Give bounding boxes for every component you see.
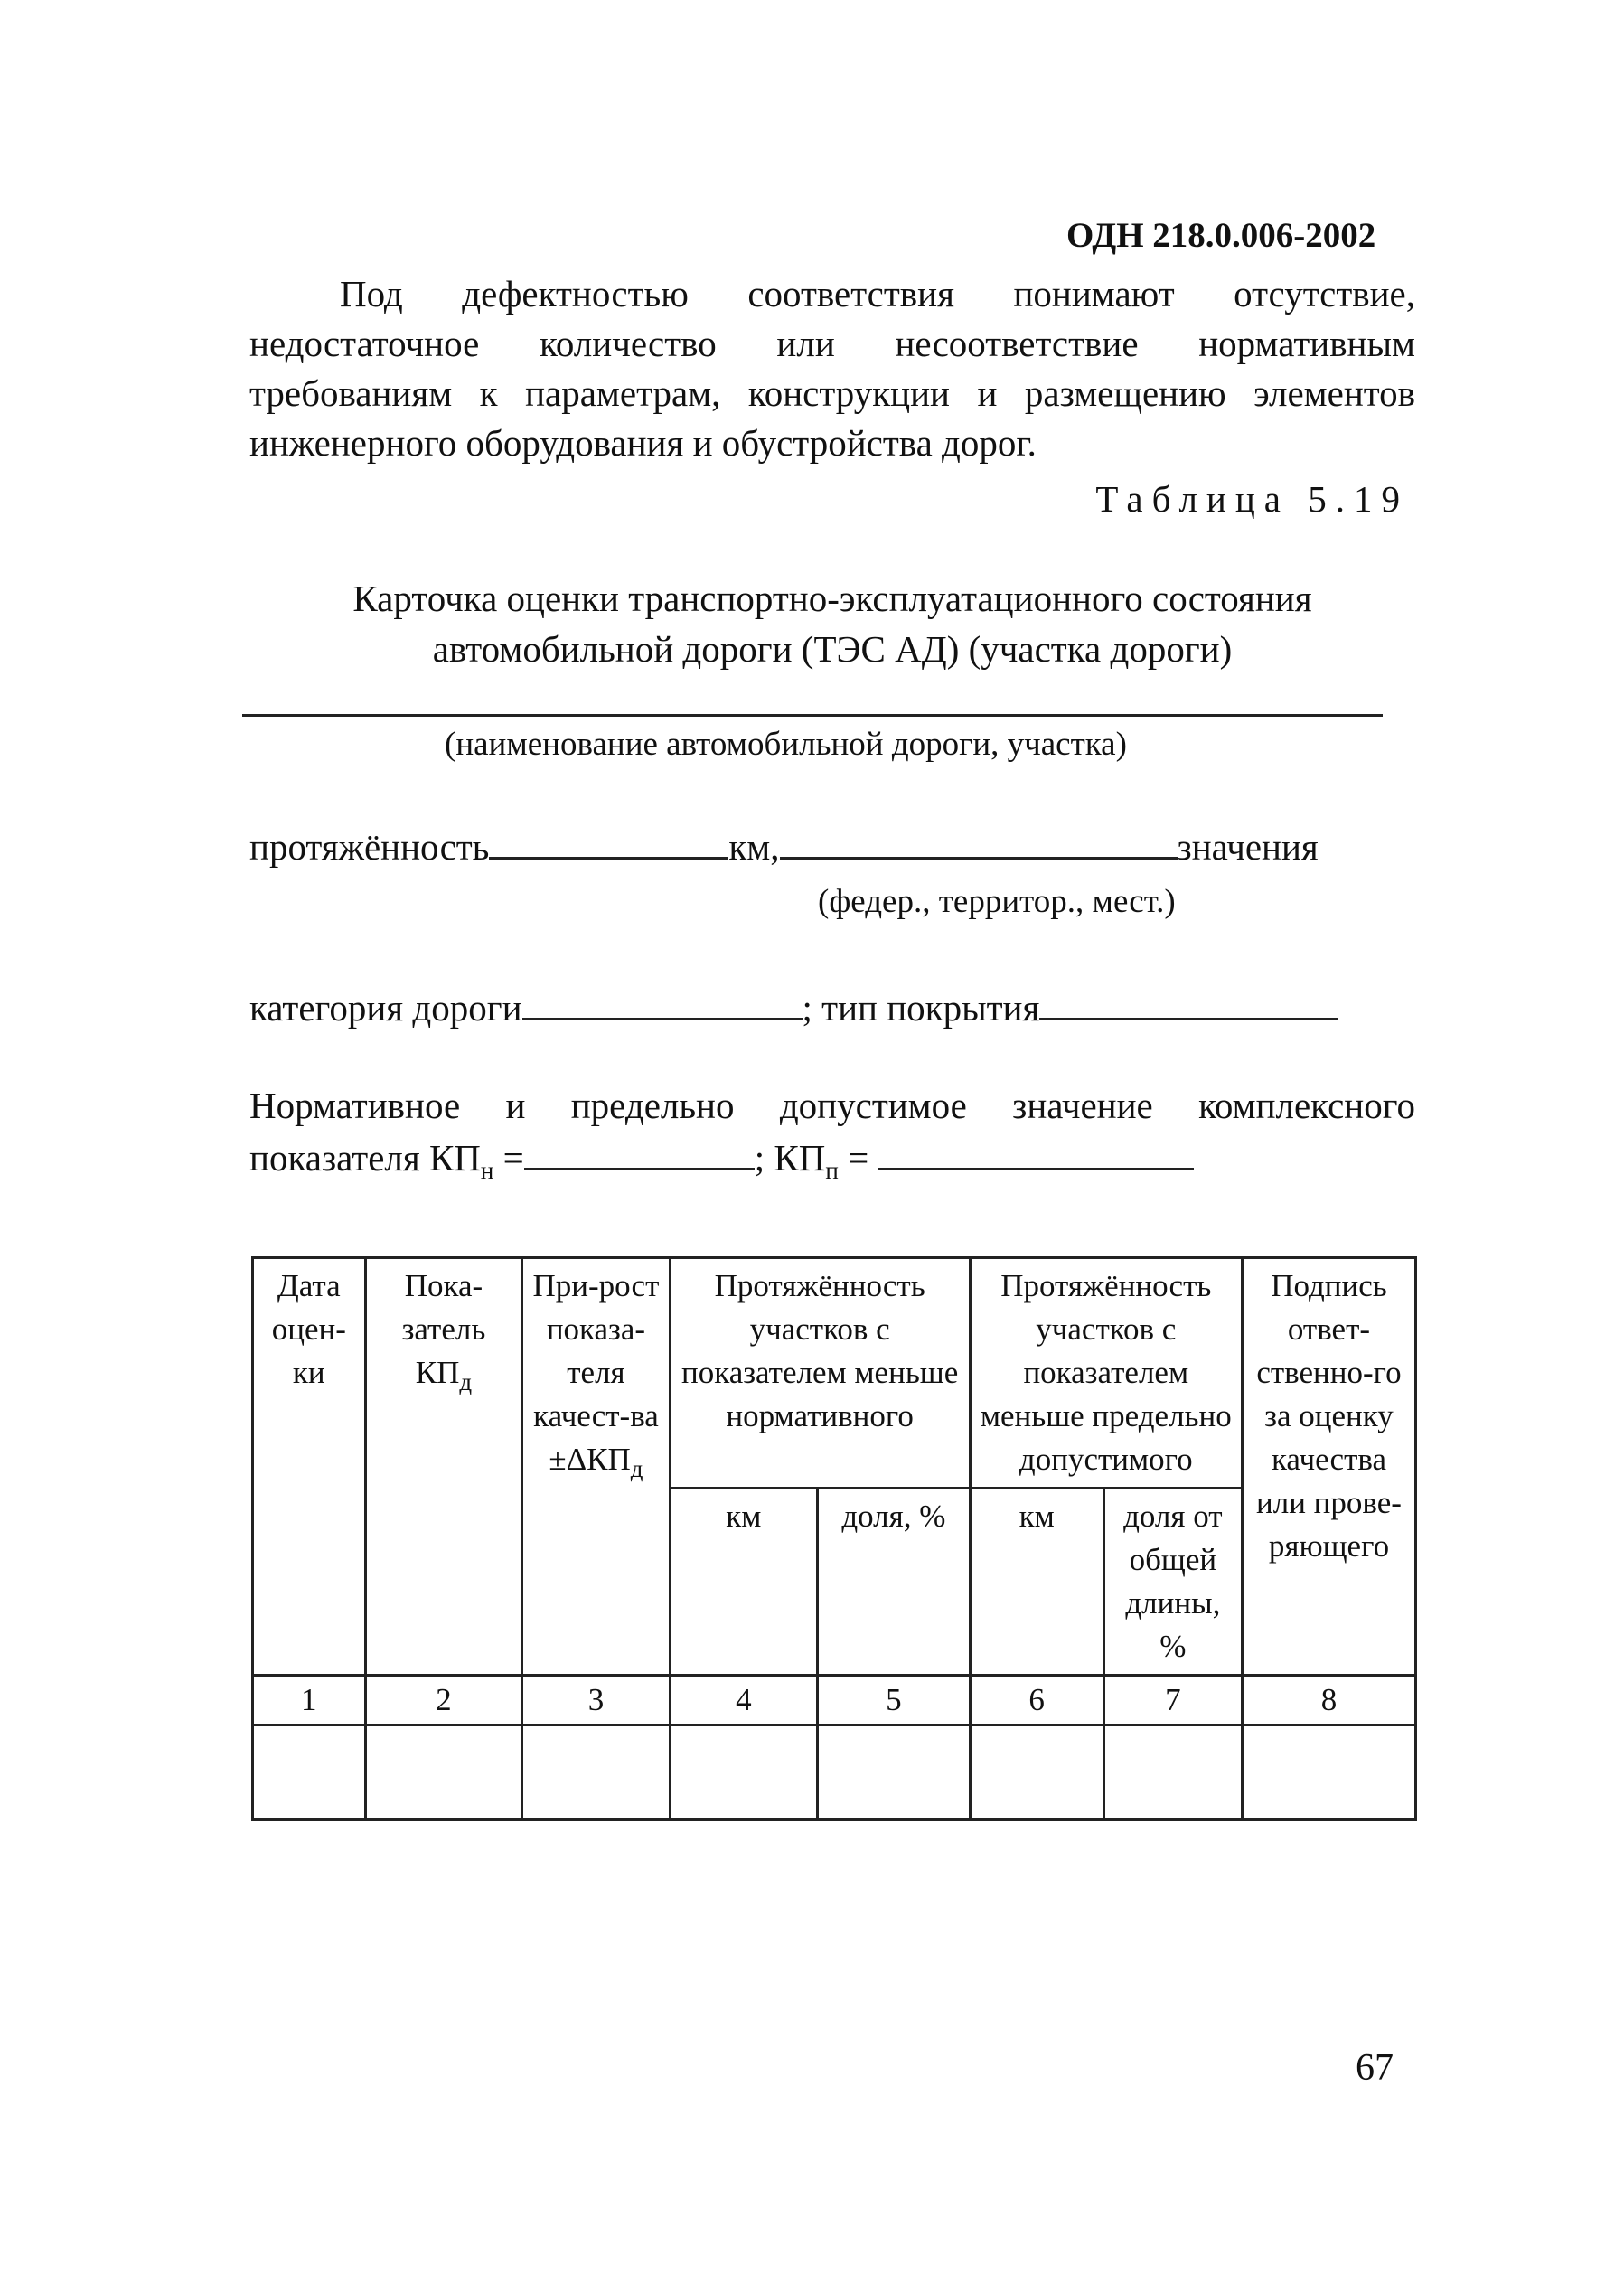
road-name-caption: (наименование автомобильной дороги, участка) [445, 726, 1127, 763]
table-header-row-1 [253, 1258, 1416, 1489]
header-share-1: доля, % [818, 1489, 971, 1676]
col-number: 6 [970, 1676, 1103, 1725]
empty-cell [253, 1725, 366, 1820]
header-km-1: км [670, 1489, 817, 1676]
kp-p-subscript: п [825, 1157, 839, 1185]
kp-p-label: ; КП [754, 1137, 826, 1179]
length-unit: км, [728, 826, 780, 868]
kp-label: показателя КП [249, 1137, 481, 1179]
col-number: 4 [670, 1676, 817, 1725]
header-share-2: доля от общей длины, % [1103, 1489, 1242, 1676]
empty-cell [970, 1725, 1103, 1820]
empty-cell [1242, 1725, 1415, 1820]
assessment-table [251, 1256, 1417, 1821]
header-km-2: км [970, 1489, 1103, 1676]
category-field [249, 985, 1338, 1029]
header-kpd: Пока-затель $КП_д$ [365, 1258, 522, 1676]
kp-n-subscript: н [480, 1157, 494, 1185]
col-number: 2 [365, 1676, 522, 1725]
intro-paragraph: Под дефектностью соответствия понимают отсутствие, недостаточное количество или несоответствие нормативным требованиям к параметрам, конструкции и размещению элементов инженерного оборудования и обустройства дорог. [249, 273, 1415, 464]
length-field [249, 824, 1319, 869]
empty-cell [670, 1725, 817, 1820]
length-blank [489, 824, 728, 860]
table-empty-row [253, 1725, 1416, 1820]
header-growth: При-рост показа-теля качест-ва $\pm\Delta КП_д$ [522, 1258, 670, 1676]
header-date: Дата оцен-ки [253, 1258, 366, 1676]
header-length-below-normative: Протяжённость участков с показателем меньше нормативного [670, 1258, 970, 1489]
col-number: 3 [522, 1676, 670, 1725]
significance-label: значения [1177, 826, 1319, 868]
col-number: 5 [818, 1676, 971, 1725]
category-separator: ; [802, 987, 812, 1029]
empty-cell [522, 1725, 670, 1820]
kp-p-blank [878, 1135, 1194, 1170]
normative-line-2 [249, 1137, 1194, 1185]
kp-p-eq: = [838, 1137, 869, 1179]
surface-label: тип покрытия [821, 987, 1040, 1029]
significance-blank [780, 824, 1178, 860]
page-number: 67 [1356, 2047, 1394, 2089]
category-label: категория дороги [249, 987, 522, 1029]
empty-cell [818, 1725, 971, 1820]
col-number: 8 [1242, 1676, 1415, 1725]
length-label: протяжённость [249, 826, 490, 868]
category-blank [522, 985, 803, 1020]
empty-cell [365, 1725, 522, 1820]
col-number: 7 [1103, 1676, 1242, 1725]
table-label: Таблица 5.19 [1095, 478, 1409, 520]
col-number: 1 [253, 1676, 366, 1725]
document-code: ОДН 218.0.006-2002 [1066, 216, 1376, 255]
normative-statement [249, 1079, 1415, 1197]
card-title [249, 573, 1415, 674]
card-title-line-2: автомобильной дороги (ТЭС АД) (участка дороги) [432, 628, 1233, 670]
kp-n-blank [524, 1135, 755, 1170]
road-name-line [242, 714, 1383, 717]
kp-n-eq: = [493, 1137, 524, 1179]
header-signature: Подпись ответ-ственно-го за оценку качества или прове-ряющего [1242, 1258, 1415, 1676]
normative-line-1: Нормативное и предельно допустимое значение комплексного [249, 1085, 1415, 1126]
empty-cell [1103, 1725, 1242, 1820]
header-length-below-limit: Протяжённость участков с показателем меньше предельно допустимого [970, 1258, 1242, 1489]
surface-blank [1039, 985, 1338, 1020]
table-column-numbers [253, 1676, 1416, 1725]
card-title-line-1: Карточка оценки транспортно-эксплуатационного состояния [352, 578, 1312, 619]
significance-caption: (федер., территор., мест.) [818, 883, 1176, 920]
